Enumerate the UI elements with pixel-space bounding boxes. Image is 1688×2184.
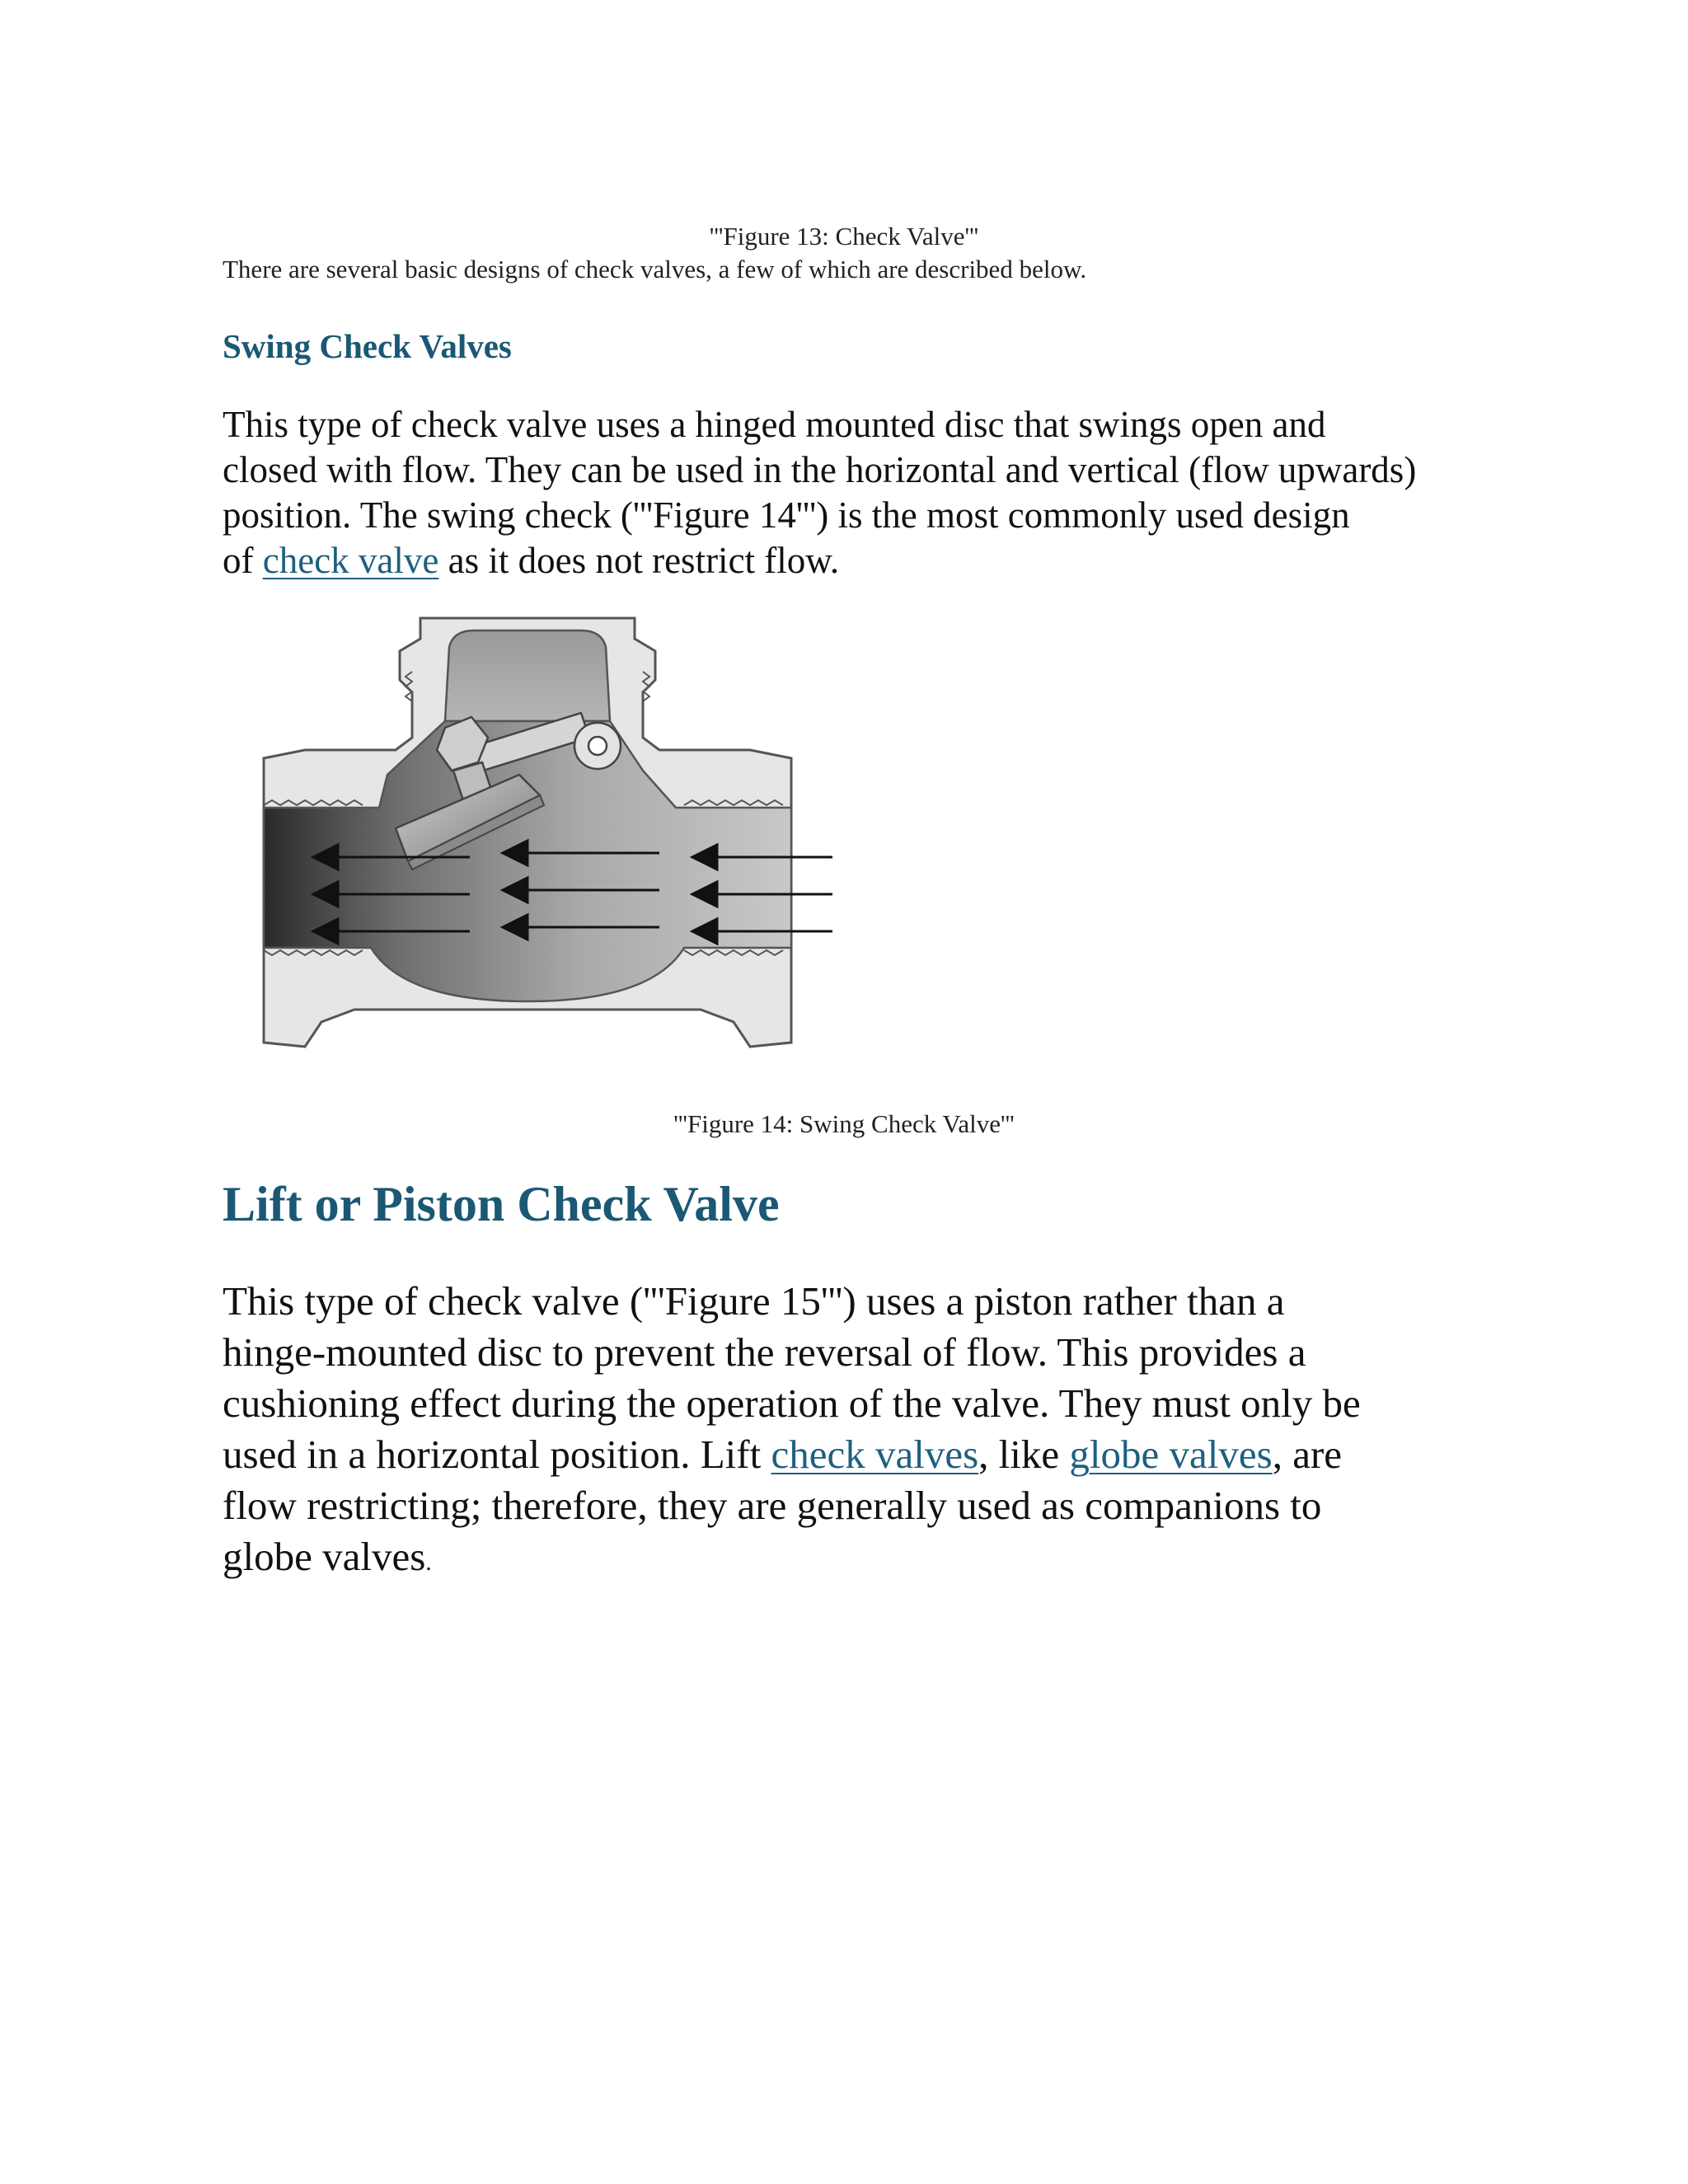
- text-fragment: of: [223, 540, 263, 581]
- text-fragment: , like: [978, 1432, 1070, 1477]
- text-fragment: .: [425, 1549, 432, 1576]
- figure-14-caption: '''Figure 14: Swing Check Valve''': [673, 1109, 1015, 1138]
- intro-paragraph: There are several basic designs of check valves, a few of which are described below.: [223, 255, 1087, 284]
- paragraph-line: [223, 538, 1475, 583]
- paragraph-line: closed with flow. They can be used in the horizontal and vertical (flow upwards): [223, 449, 1417, 490]
- swing-check-paragraph: [223, 402, 1475, 583]
- check-valves-link[interactable]: check valves: [771, 1432, 979, 1477]
- text-fragment: globe valves: [223, 1534, 426, 1579]
- text-fragment: , are: [1272, 1432, 1343, 1477]
- paragraph-line: [223, 1429, 1475, 1480]
- paragraph-line: flow restricting; therefore, they are generally used as companions to: [223, 1483, 1322, 1528]
- paragraph-line: [223, 1531, 1475, 1588]
- paragraph-line: hinge-mounted disc to prevent the reversal of flow. This provides a: [223, 1329, 1306, 1375]
- swing-check-valve-figure: [256, 614, 849, 1059]
- globe-valves-link[interactable]: globe valves: [1069, 1432, 1273, 1477]
- swing-check-heading: Swing Check Valves: [223, 327, 512, 365]
- paragraph-line: cushioning effect during the operation of the valve. They must only be: [223, 1380, 1361, 1426]
- lift-piston-paragraph: [223, 1276, 1475, 1588]
- hinge-pin: [588, 737, 607, 755]
- text-fragment: as it does not restrict flow.: [438, 540, 840, 581]
- bonnet-cavity: [445, 630, 610, 721]
- check-valve-link[interactable]: check valve: [262, 540, 439, 581]
- swing-check-valve-diagram: [256, 614, 849, 1059]
- lift-piston-heading: Lift or Piston Check Valve: [223, 1177, 780, 1231]
- paragraph-line: This type of check valve uses a hinged mounted disc that swings open and: [223, 404, 1326, 445]
- figure-13-caption: '''Figure 13: Check Valve''': [709, 222, 979, 251]
- paragraph-line: position. The swing check ('''Figure 14''') is the most commonly used design: [223, 494, 1350, 536]
- paragraph-line: This type of check valve ('''Figure 15''') uses a piston rather than a: [223, 1278, 1285, 1324]
- text-fragment: used in a horizontal position. Lift: [223, 1432, 771, 1477]
